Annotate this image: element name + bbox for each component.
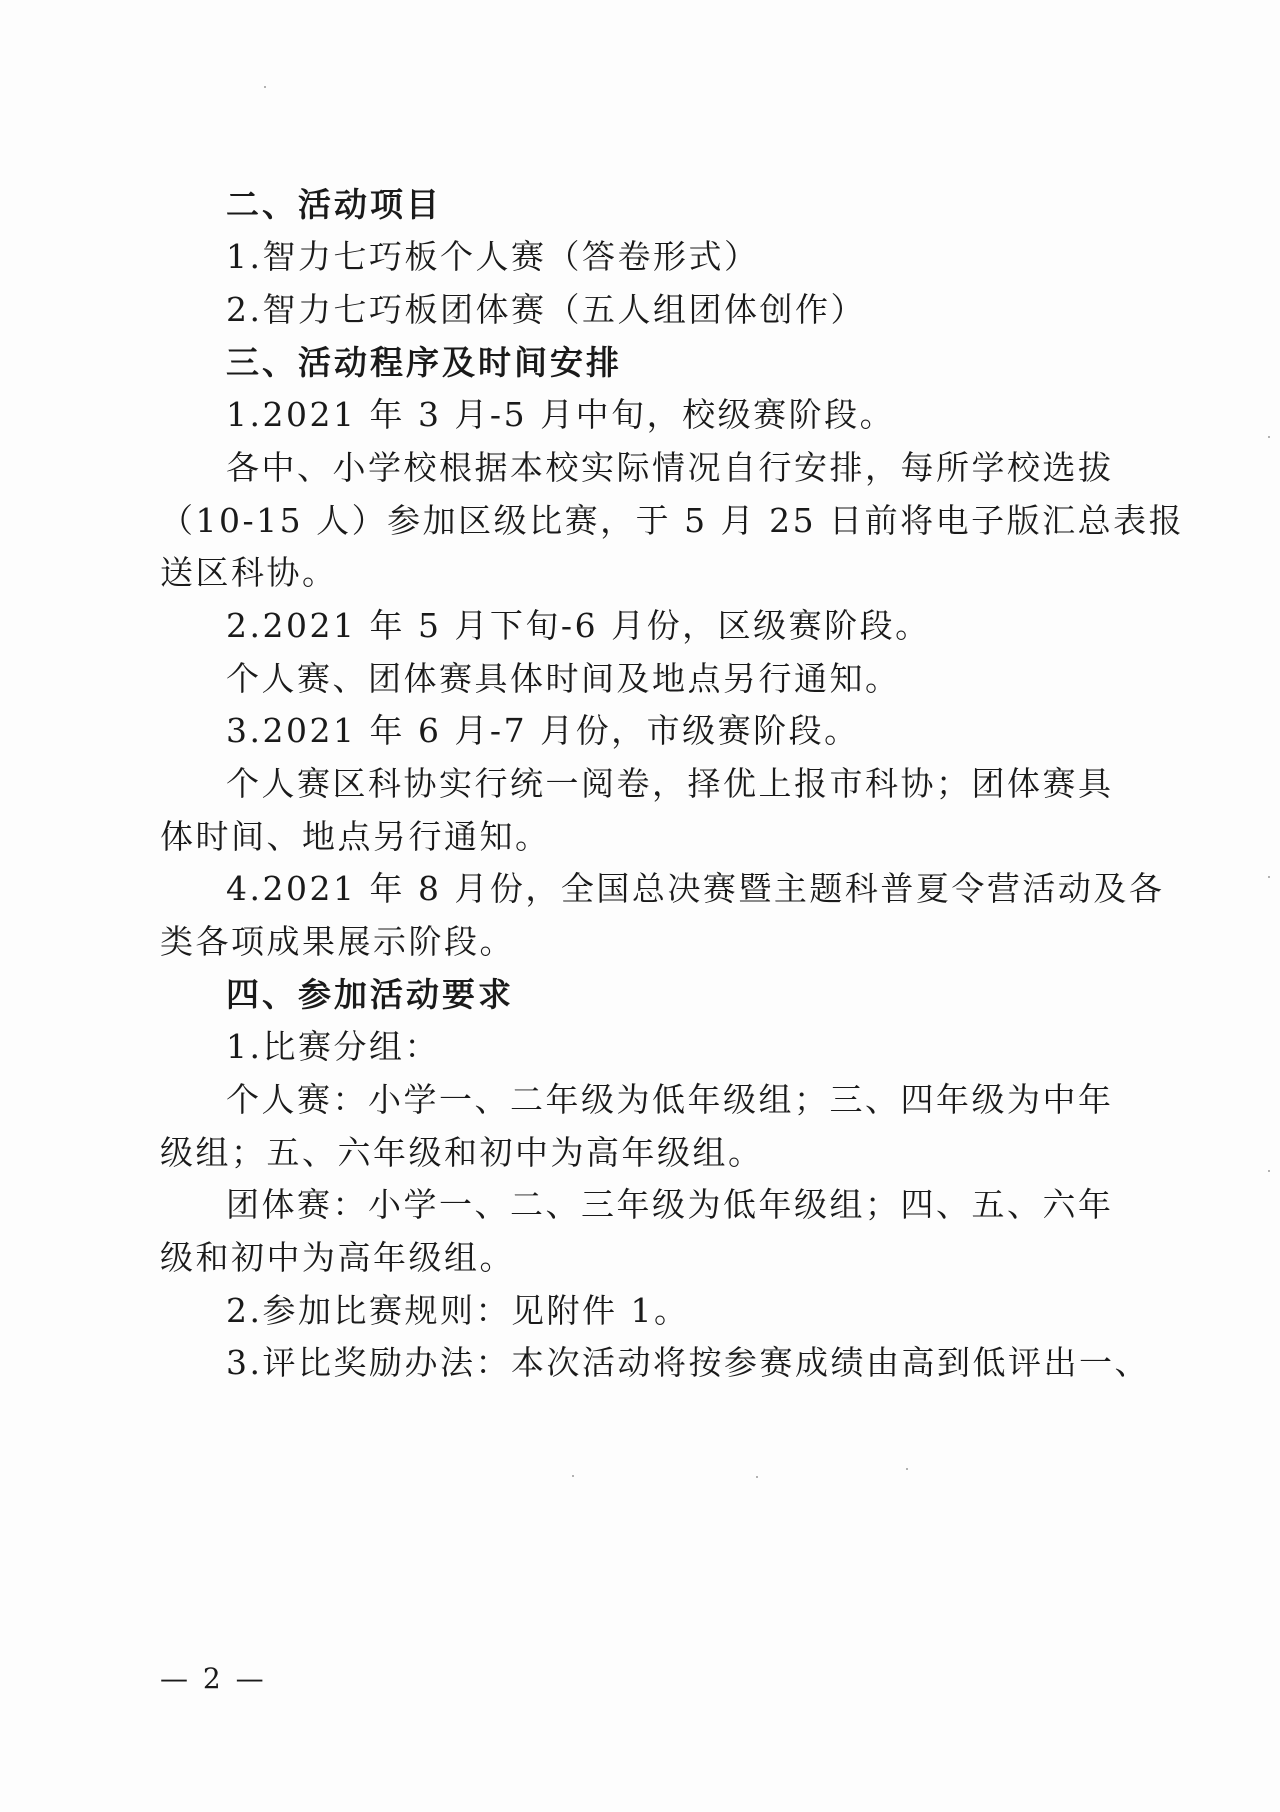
paragraph-line: 团体赛：小学一、二、三年级为低年级组；四、五、六年 [226,1185,1114,1224]
scan-speck [1268,876,1270,878]
list-item: 3.评比奖励办法：本次活动将按参赛成绩由高到低评出一、 [226,1343,1150,1382]
section-heading-2: 二、活动项目 [226,185,442,224]
scan-speck [572,1475,574,1477]
paragraph-line: 个人赛：小学一、二年级为低年级组；三、四年级为中年 [226,1080,1114,1119]
list-item: 2.2021 年 5 月下旬-6 月份，区级赛阶段。 [226,606,931,645]
paragraph-line: 各中、小学校根据本校实际情况自行安排，每所学校选拔 [226,448,1114,487]
paragraph-line: 级组；五、六年级和初中为高年级组。 [160,1133,764,1172]
list-item: 2.参加比赛规则：见附件 1。 [226,1291,690,1330]
scan-speck [1268,1170,1270,1172]
list-item: 2.智力七巧板团体赛（五人组团体创作） [226,290,866,329]
scan-speck [906,1468,908,1470]
scan-speck [1268,436,1270,438]
paragraph-line: 体时间、地点另行通知。 [160,817,551,856]
paragraph-line: 类各项成果展示阶段。 [160,922,515,961]
scan-speck [264,86,266,88]
paragraph-line: 个人赛区科协实行统一阅卷，择优上报市科协；团体赛具 [226,764,1114,803]
paragraph-line: （10-15 人）参加区级比赛，于 5 月 25 日前将电子版汇总表报 [160,501,1185,540]
list-item: 3.2021 年 6 月-7 月份，市级赛阶段。 [226,711,860,750]
list-item: 1.智力七巧板个人赛（答卷形式） [226,237,760,276]
paragraph-line: 级和初中为高年级组。 [160,1238,515,1277]
paragraph-line: 个人赛、团体赛具体时间及地点另行通知。 [226,659,901,698]
section-heading-3: 三、活动程序及时间安排 [226,343,622,382]
paragraph-line: 送区科协。 [160,553,338,592]
section-heading-4: 四、参加活动要求 [226,975,514,1014]
list-item: 1.比赛分组： [226,1027,440,1066]
list-item: 4.2021 年 8 月份，全国总决赛暨主题科普夏令营活动及各 [226,869,1165,908]
scan-speck [756,1476,758,1478]
page-number: — 2 — [160,1662,267,1695]
list-item: 1.2021 年 3 月-5 月中旬，校级赛阶段。 [226,395,896,434]
